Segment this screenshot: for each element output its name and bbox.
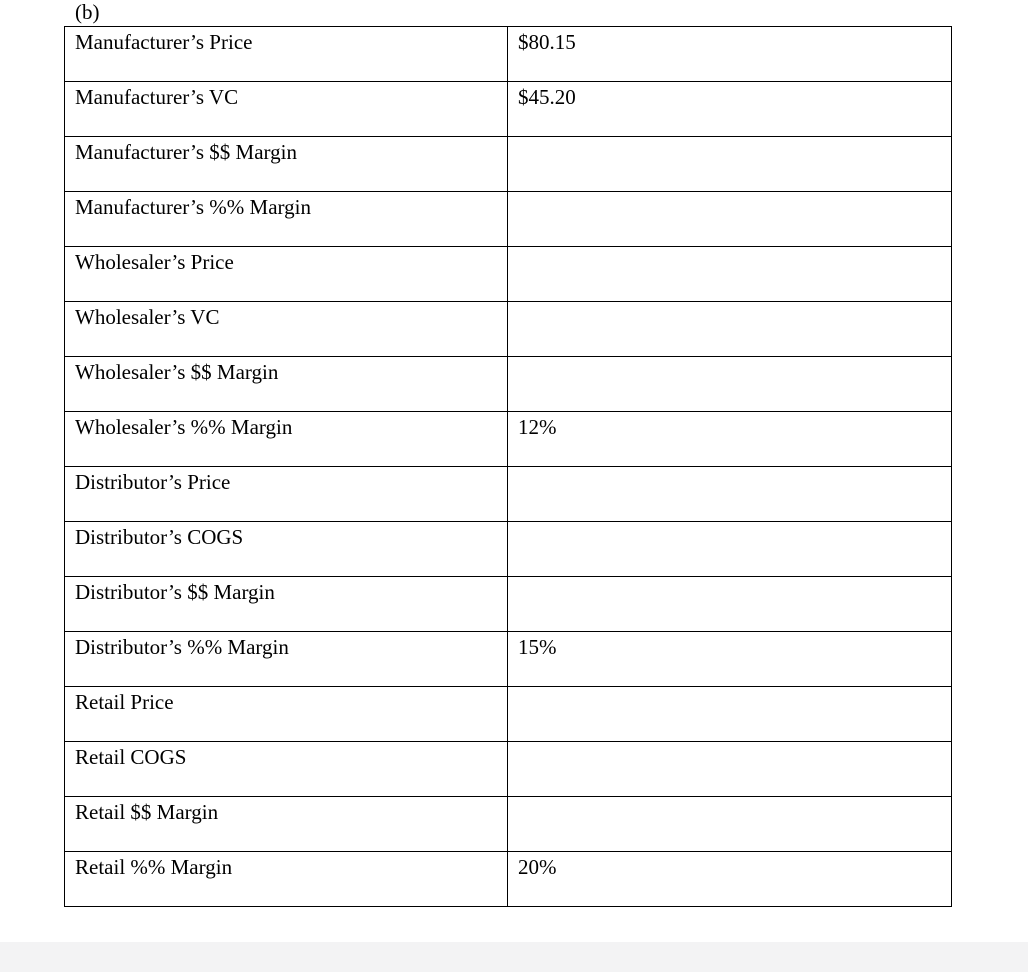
row-value: $80.15	[518, 30, 576, 54]
row-label-cell	[65, 852, 508, 907]
table-row	[65, 82, 952, 137]
row-value: 20%	[518, 855, 557, 879]
table-row	[65, 27, 952, 82]
row-label: Retail $$ Margin	[75, 800, 219, 824]
row-value-cell	[508, 247, 952, 302]
row-value-cell	[508, 522, 952, 577]
row-label-cell	[65, 412, 508, 467]
table-row	[65, 412, 952, 467]
row-label-cell	[65, 82, 508, 137]
table-row	[65, 577, 952, 632]
table-row	[65, 742, 952, 797]
row-value-cell	[508, 467, 952, 522]
row-value-cell	[508, 797, 952, 852]
row-value	[518, 192, 941, 195]
row-label-cell	[65, 797, 508, 852]
row-label: Wholesaler’s Price	[75, 250, 234, 274]
row-value-cell	[508, 412, 952, 467]
table-body	[65, 27, 952, 907]
row-label-cell	[65, 137, 508, 192]
table-row	[65, 632, 952, 687]
row-label: Retail Price	[75, 690, 174, 714]
row-label-cell	[65, 687, 508, 742]
row-label: Manufacturer’s $$ Margin	[75, 140, 297, 164]
row-label-cell	[65, 247, 508, 302]
page-bottom-band	[0, 942, 1028, 972]
row-label-cell	[65, 192, 508, 247]
row-label: Wholesaler’s %% Margin	[75, 415, 293, 439]
row-label: Wholesaler’s VC	[75, 305, 220, 329]
row-value-cell	[508, 632, 952, 687]
row-value-cell	[508, 82, 952, 137]
row-label-cell	[65, 632, 508, 687]
table-row	[65, 247, 952, 302]
row-value	[518, 797, 941, 800]
row-value	[518, 687, 941, 690]
table-row	[65, 302, 952, 357]
row-value-cell	[508, 852, 952, 907]
row-value	[518, 357, 941, 360]
row-value: 15%	[518, 635, 557, 659]
table-row	[65, 137, 952, 192]
row-value-cell	[508, 357, 952, 412]
row-label: Manufacturer’s %% Margin	[75, 195, 311, 219]
row-label: Distributor’s COGS	[75, 525, 244, 549]
row-value-cell	[508, 577, 952, 632]
row-label: Manufacturer’s Price	[75, 30, 253, 54]
table-row	[65, 687, 952, 742]
row-value-cell	[508, 302, 952, 357]
row-label: Wholesaler’s $$ Margin	[75, 360, 279, 384]
row-label: Manufacturer’s VC	[75, 85, 239, 109]
table-row	[65, 357, 952, 412]
row-value: $45.20	[518, 85, 576, 109]
row-value-cell	[508, 192, 952, 247]
row-label: Distributor’s Price	[75, 470, 231, 494]
row-label-cell	[65, 577, 508, 632]
row-value	[518, 302, 941, 305]
row-value	[518, 137, 941, 140]
margin-table	[64, 26, 952, 907]
row-label: Retail COGS	[75, 745, 187, 769]
table-row	[65, 797, 952, 852]
row-value-cell	[508, 27, 952, 82]
row-value	[518, 522, 941, 525]
row-value: 12%	[518, 415, 557, 439]
table-row	[65, 467, 952, 522]
row-value	[518, 467, 941, 470]
row-value-cell	[508, 137, 952, 192]
row-value-cell	[508, 687, 952, 742]
row-label: Retail %% Margin	[75, 855, 233, 879]
table-row	[65, 522, 952, 577]
part-label: (b)	[75, 0, 100, 24]
row-label-cell	[65, 522, 508, 577]
row-value	[518, 577, 941, 580]
row-label-cell	[65, 27, 508, 82]
table-row	[65, 852, 952, 907]
row-label-cell	[65, 357, 508, 412]
row-label-cell	[65, 742, 508, 797]
row-label: Distributor’s %% Margin	[75, 635, 289, 659]
table-row	[65, 192, 952, 247]
row-label-cell	[65, 302, 508, 357]
row-label-cell	[65, 467, 508, 522]
row-label: Distributor’s $$ Margin	[75, 580, 275, 604]
row-value	[518, 742, 941, 745]
row-value	[518, 247, 941, 250]
row-value-cell	[508, 742, 952, 797]
